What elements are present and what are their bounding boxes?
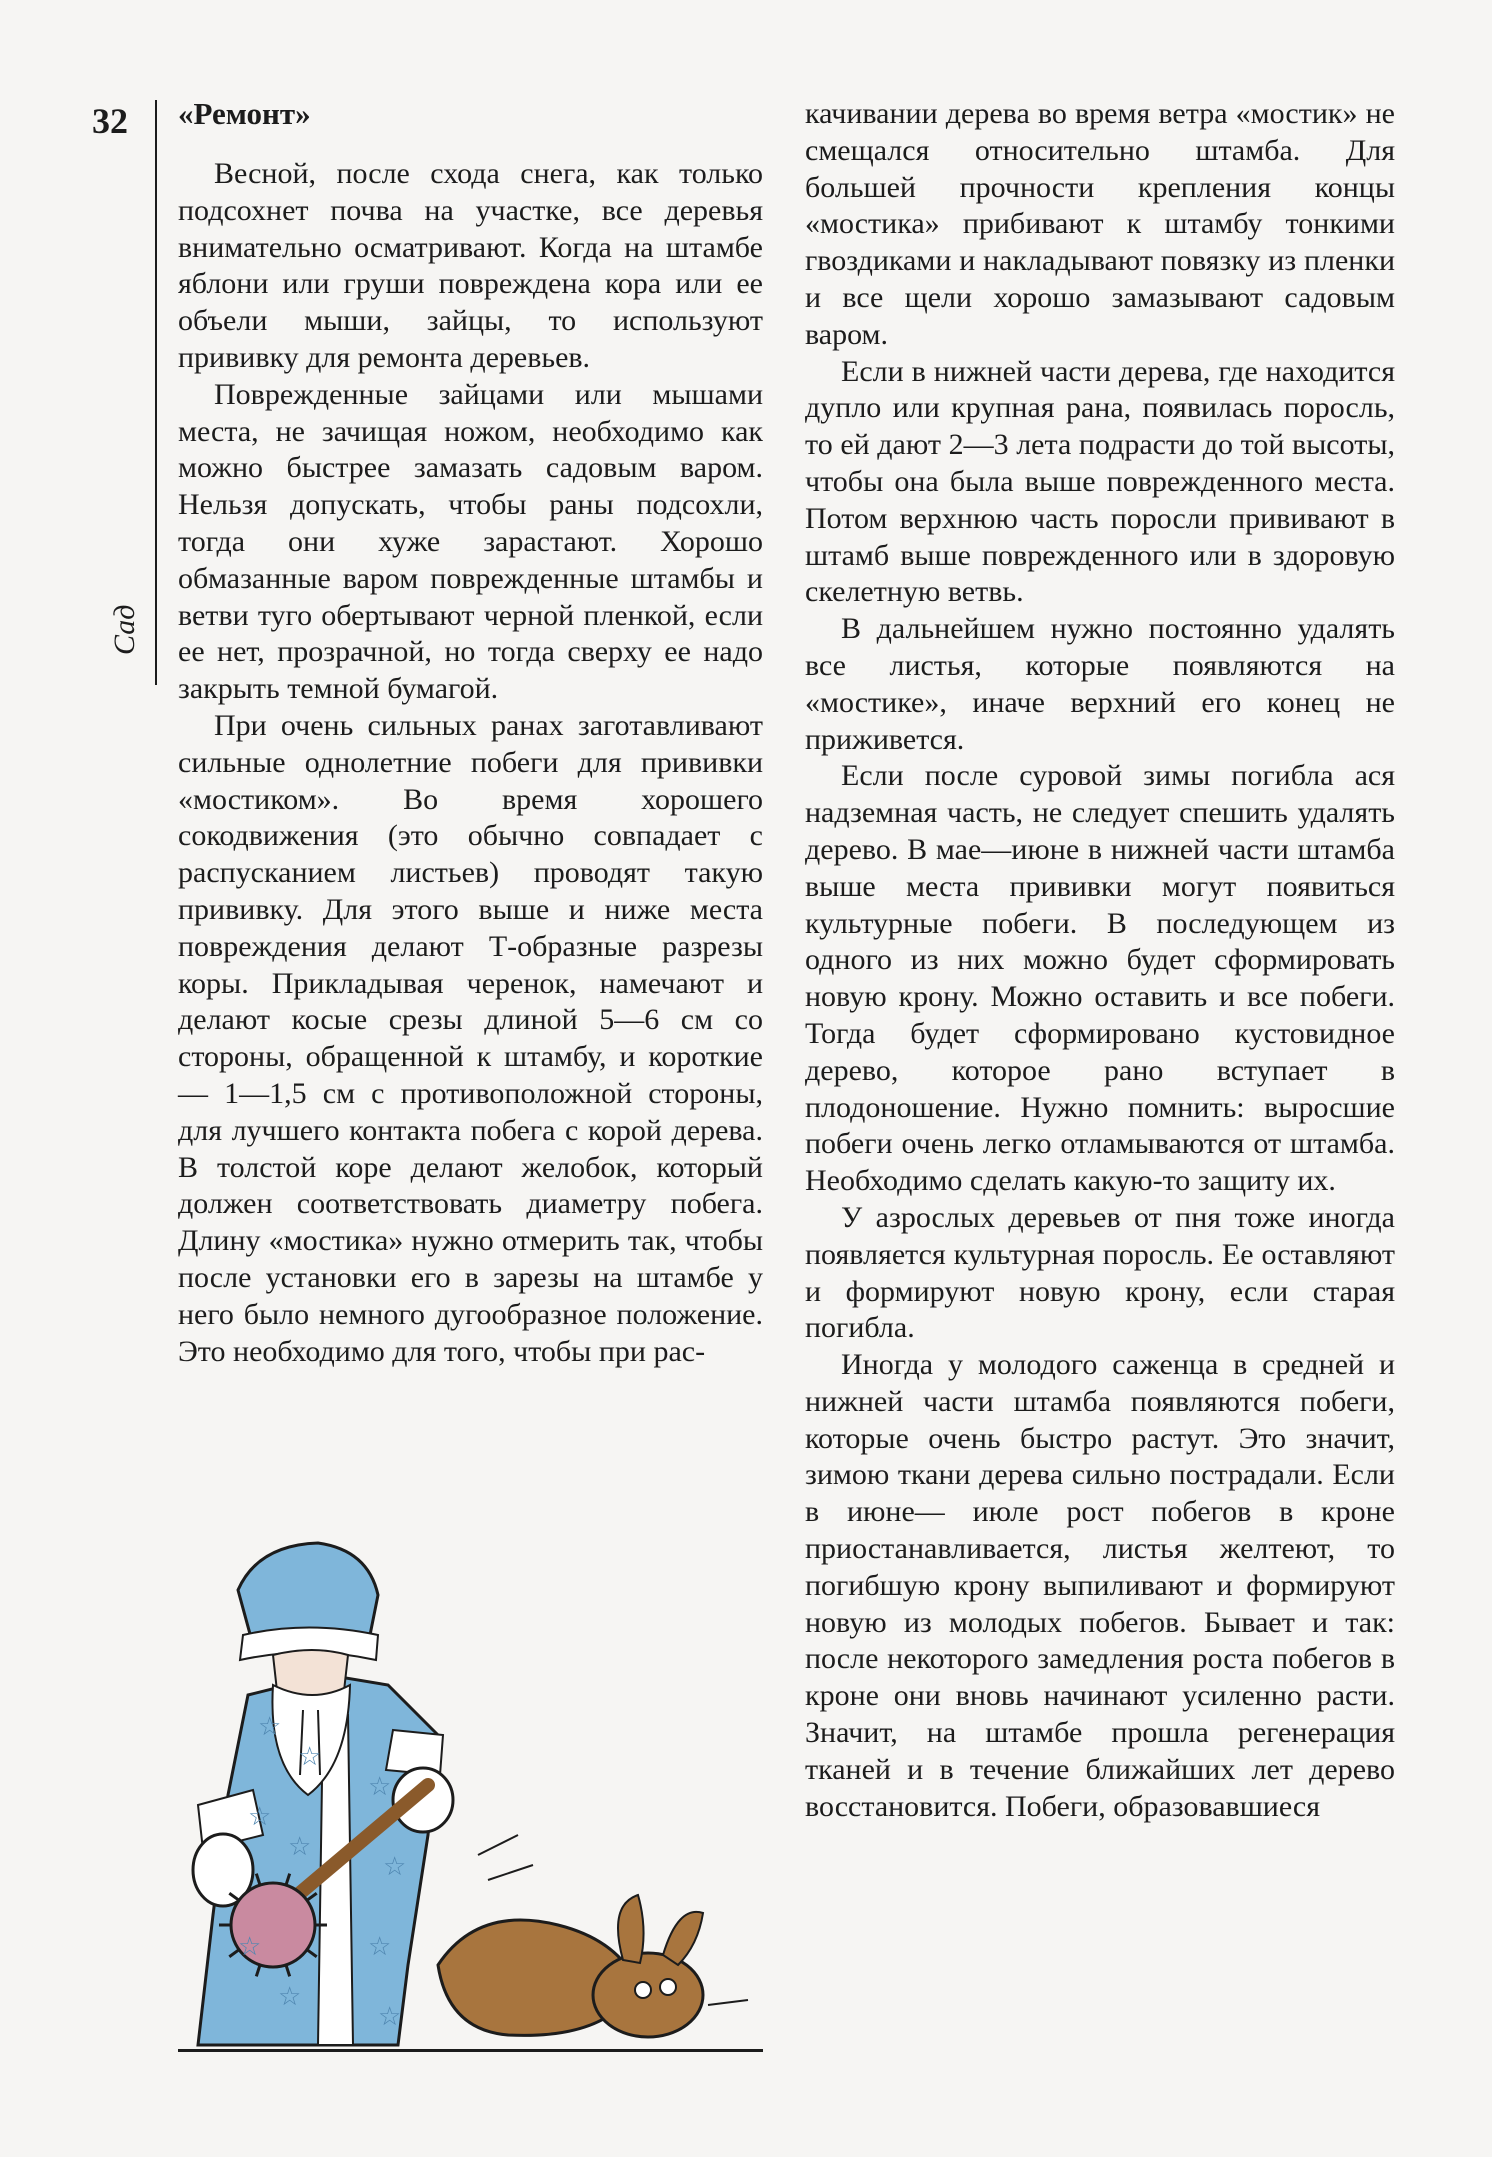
- paragraph: В дальнейшем нужно постоянно удалять все листья, которые появляются на «мостике», иначе верхний его конец не приживется.: [805, 612, 1395, 756]
- paragraph: Если после суровой зимы погибла ася надземная часть, не следует спешить удалять дерево. В мае—июне в нижней части штамба выше места прививки могут появиться культурные побеги. В последующем из одного из них можно будет сформировать новую крону. Можно оставить и все побеги. Тогда будет сформировано кустовидное дерево, которое рано вступает в плодоношение. Нужно помнить: выросшие побеги очень легко отламываются от штамба. Необходимо сделать какую-то защиту их.: [805, 759, 1395, 1198]
- coat-star-icon: ☆: [248, 1802, 272, 1831]
- coat-star-icon: ☆: [278, 1982, 302, 2011]
- page-number: 32: [92, 101, 128, 141]
- paragraph: У азрослых деревьев от пня тоже иногда появляется культурная поросль. Ее оставляют и формируют новую крону, если старая погибла.: [805, 1200, 1395, 1345]
- hare-eye: [635, 1982, 651, 1998]
- section-label: Сад: [108, 604, 141, 655]
- coat-star-icon: ☆: [298, 1742, 322, 1771]
- paragraph: Иногда у молодого саженца в средней и нижней части штамба появляются побеги, которые очень быстро растут. Это значит, зимою ткани дерева сильно пострадали. Если в июне— июле рост побегов в кроне приостанавливается, листья желтеют, то погибшую крону выпиливают и формируют новую из молодых побегов. Бывает и так: после некоторого замедления роста побегов в кроне они вновь начинают усиленно расти. Значит, на штамбе прошла регенерация тканей и в течение ближайших лет дерево восстановится. Побеги, образовавшиеся: [805, 1348, 1395, 1823]
- motion-line: [478, 1835, 518, 1855]
- hare-ear: [618, 1895, 644, 1963]
- motion-line: [708, 2000, 748, 2005]
- coat-star-icon: ☆: [288, 1832, 312, 1861]
- coat-star-icon: ☆: [238, 1932, 262, 1961]
- section-title: «Ремонт»: [178, 96, 311, 131]
- motion-line: [488, 1865, 533, 1880]
- ground-line: [178, 2049, 763, 2052]
- margin-rule: [155, 100, 157, 685]
- coat-star-icon: ☆: [368, 1772, 392, 1801]
- paragraph-continuation: качивании дерева во время ветра «мостик» не смещался относительно штамба. Для большей прочности крепления концы «мостика» прибивают к штамбу тонкими гвоздиками и накладывают повязку из пленки и все щели хорошо замазывают садовым варом.: [805, 97, 1395, 351]
- coat-star-icon: ☆: [368, 1932, 392, 1961]
- paragraph: Весной, после схода снега, как только подсохнет почва на участке, все деревья внимательно осматривают. Когда на штамбе яблони или груши повреждена кора или ее объели мыши, зайцы, то используют прививку для ремонта деревьев.: [178, 157, 763, 374]
- left-column: [178, 96, 763, 1370]
- right-column: [805, 96, 1395, 1825]
- paragraph: Если в нижней части дерева, где находится дупло или крупная рана, появилась поросль, то ей дают 2—3 лета подрасти до той высоты, чтобы она была выше поврежденного места. Потом верхнюю часть поросли прививают в штамб выше поврежденного или в здоровую скелетную ветвь.: [805, 354, 1395, 609]
- paragraph: Поврежденные зайцами или мышами места, не зачищая ножом, необходимо как можно быстрее замазать садовым варом. Нельзя допускать, чтобы раны подсохли, тогда они хуже зарастают. Хорошо обмазанные варом поврежденные штамбы и ветви туго обертывают черной пленкой, если ее нет, прозрачной, но тогда сверху ее надо закрыть темной бумагой.: [178, 377, 763, 706]
- hare-ear: [663, 1912, 703, 1965]
- cartoon-illustration: [178, 1535, 763, 2050]
- paragraph: При очень сильных ранах заготавливают сильные однолетние побеги для прививки «мостиком». Во время хорошего сокодвижения (это обычно совпадает с распусканием листьев) проводят такую прививку. Для этого выше и ниже места повреждения делают Т-образные разрезы коры. Прикладывая черенок, намечают и делают косые срезы длиной 5—6 см со стороны, обращенной к штамбу, и короткие — 1—1,5 см с противоположной стороны, для лучшего контакта побега с корой дерева. В толстой коре делают желобок, который должен соответствовать диаметру побега. Длину «мостика» нужно отмерить так, чтобы после установки его в зарезы на штамбе у него было немного дугообразное положение. Это необходимо для того, чтобы при рас-: [178, 708, 763, 1368]
- coat-star-icon: ☆: [383, 1852, 407, 1881]
- coat-star-icon: ☆: [258, 1712, 282, 1741]
- hare-eye: [660, 1979, 676, 1995]
- coat-star-icon: ☆: [378, 2002, 402, 2031]
